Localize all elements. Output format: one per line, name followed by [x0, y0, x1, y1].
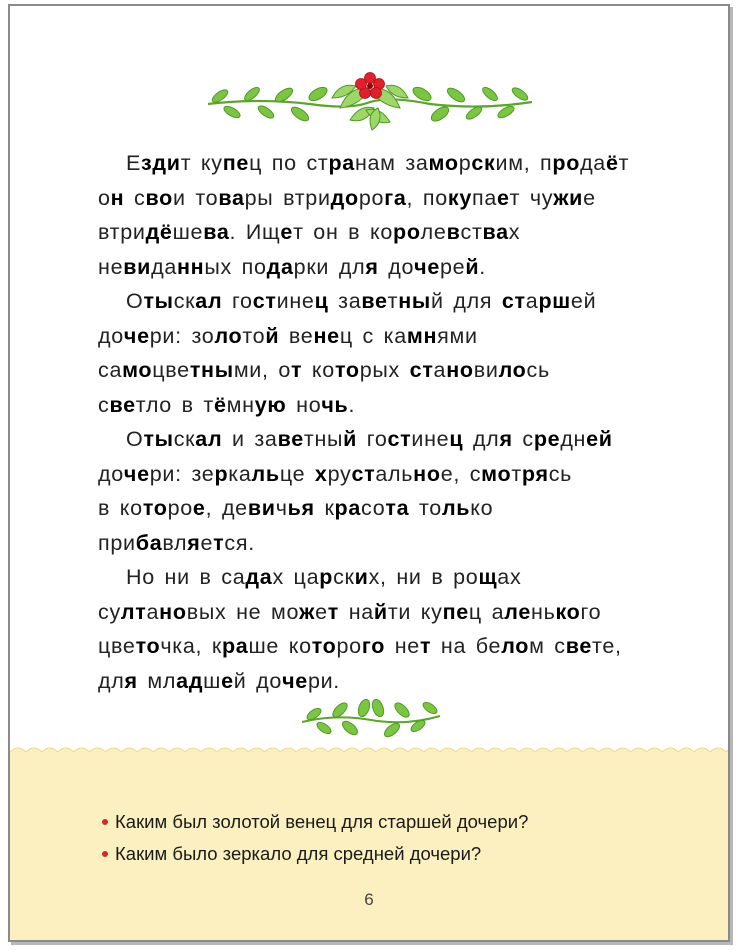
story-line: прибавляется.	[98, 530, 255, 555]
story-paragraph	[98, 422, 698, 560]
story-line: самоцветными, от которых становилось	[98, 358, 550, 382]
story-line: дочери: зеркальце хрустальное, смотрясь	[98, 461, 573, 486]
story-line: цветочка, краше которого нет на белом свете,	[98, 634, 622, 658]
vine-ornament-icon	[296, 692, 446, 740]
story-line: невиданных подарки для дочерей.	[98, 254, 486, 279]
story-line: Ездит купец по странам заморским, продаёт	[126, 151, 630, 175]
story-line: светло в тёмную ночь.	[98, 392, 356, 417]
story-line: Отыскал и заветный гостинец для средней	[126, 427, 613, 451]
story-line: султановых не может найти купец аленького	[98, 599, 602, 624]
story-line: дочери: золотой венец с камнями	[98, 323, 478, 348]
story-line: для младшей дочери.	[98, 668, 340, 693]
question-text: Каким был золотой венец для старшей дочери?	[115, 811, 529, 832]
story-paragraph	[98, 146, 698, 284]
book-page	[8, 4, 730, 942]
bullet-icon	[102, 851, 108, 857]
vine-flower-ornament-icon	[200, 68, 540, 134]
question-item	[102, 838, 662, 870]
story-line: Отыскал гостинец заветный для старшей	[126, 289, 597, 313]
page-number: 6	[364, 890, 374, 909]
story-text	[98, 146, 698, 698]
bullet-icon	[102, 819, 108, 825]
story-paragraph	[98, 560, 698, 698]
question-item	[102, 806, 662, 838]
story-line: Но ни в садах царских, ни в рощах	[126, 565, 522, 589]
story-line: он свои товары втридорога, покупает чужие	[98, 185, 596, 210]
questions-list	[102, 806, 662, 870]
story-line: в которое, девичья красота только	[98, 496, 494, 520]
story-paragraph	[98, 284, 698, 422]
question-text: Каким было зеркало для средней дочери?	[115, 843, 482, 864]
story-line: втридёшева. Ищет он в королевствах	[98, 220, 521, 244]
